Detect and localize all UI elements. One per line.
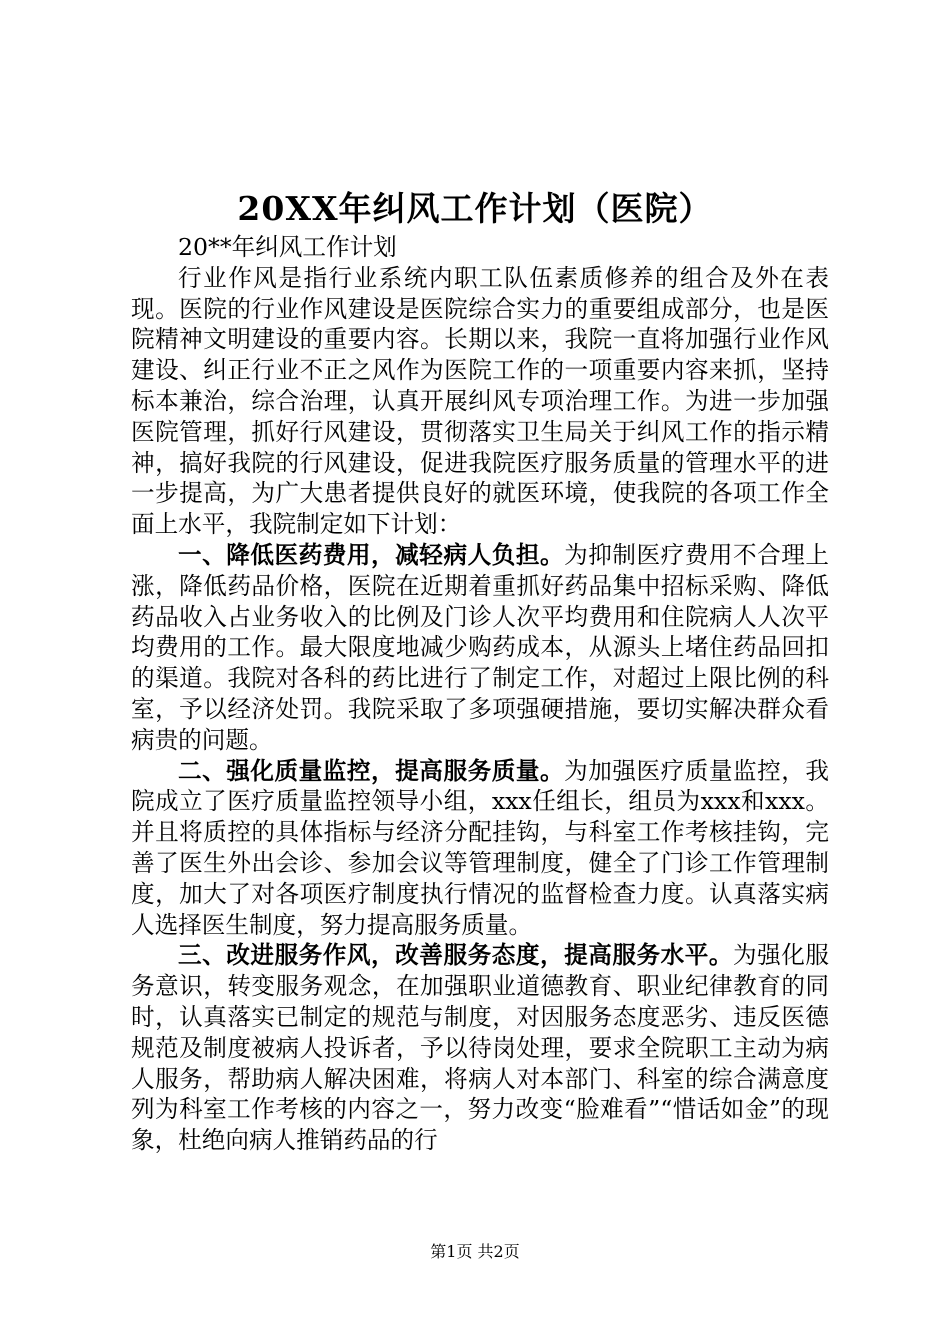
section-text-3: 为强化服务意识，转变服务观念，在加强职业道德教育、职业纪律教育的同时，认真落实已制定的规范与制度，对因服务态度恶劣、违反医德规范及制度被病人投诉者，予以待岗处理，要求全院职工主动为病人服务，帮助病人解决困难，将病人对本部门、科室的综合满意度列为科室工作考核的内容之一，努力改变“脸难看”“惜话如金”的现象，杜绝向病人推销药品的行 [131,941,830,1155]
section-heading-2: 二、强化质量监控，提高服务质量。 [178,756,565,785]
section-paragraph-2 [131,756,829,941]
intro-paragraph: 行业作风是指行业系统内职工队伍素质修养的组合及外在表现。医院的行业作风建设是医院综合实力的重要组成部分，也是医院精神文明建设的重要内容。长期以来，我院一直将加强行业作风建设、纠正行业不正之风作为医院工作的一项重要内容来抓，坚持标本兼治，综合治理，认真开展纠风专项治理工作。为进一步加强医院管理，抓好行风建设，贯彻落实卫生局关于纠风工作的指示精神，搞好我院的行风建设，促进我院医疗服务质量的管理水平的进一步提高，为广大患者提供良好的就医环境，使我院的各项工作全面上水平，我院制定如下计划： [131,263,829,539]
section-text-2: 为加强医疗质量监控，我院成立了医疗质量监控领导小组，xxx任组长，组员为xxx和xxx。并且将质控的具体指标与经济分配挂钩，与科室工作考核挂钩，完善了医生外出会诊、参加会议等管理制度，健全了门诊工作管理制度，加大了对各项医疗制度执行情况的监督检查力度。认真落实病人选择医生制度，努力提高服务质量。 [131,756,830,939]
document-subtitle: 20**年纠风工作计划 [178,233,397,261]
section-heading-1: 一、降低医药费用，减轻病人负担。 [178,540,565,569]
section-paragraph-1 [131,540,829,756]
section-heading-3: 三、改进服务作风，改善服务态度，提高服务水平。 [178,941,734,970]
document-body [131,232,829,1156]
page-footer: 第1页 共2页 [430,1242,520,1261]
section-paragraph-3 [131,940,829,1156]
section-text-1: 为抑制医疗费用不合理上涨，降低药品价格，医院在近期着重抓好药品集中招标采购、降低药品收入占业务收入的比例及门诊人次平均费用和住院病人人次平均费用的工作。最大限度地减少购药成本，从源头上堵住药品回扣的渠道。我院对各科的药比进行了制定工作，对超过上限比例的科室，予以经济处罚。我院采取了多项强硬措施，要切实解决群众看病贵的问题。 [131,540,830,754]
document-title: 20XX年纠风工作计划（医院） [237,189,713,228]
